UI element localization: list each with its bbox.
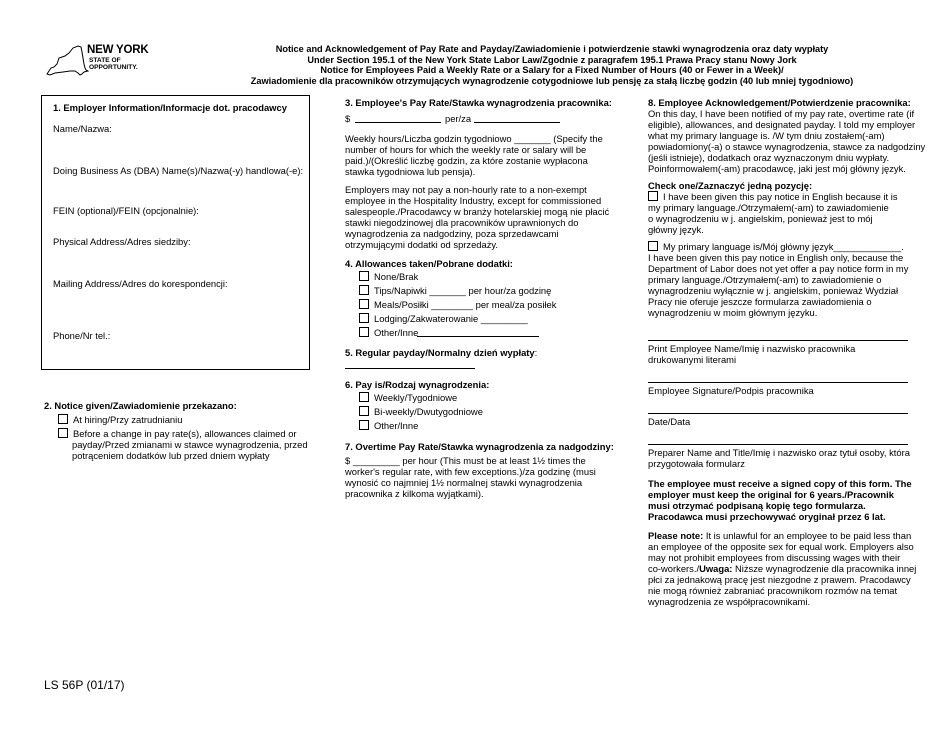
section-1-title: 1. Employer Information/Informacje dot. pracodawcy xyxy=(53,102,287,113)
header-line-2: Under Section 195.1 of the New York State Labor Law/Zgodnie z paragrafem 195.1 Prawa Pracy stanu Nowy Jork xyxy=(307,54,797,65)
weekly-hours-line-3: paid.)/(Określić liczbę godzin, za które zostanie wypłacona xyxy=(345,155,588,166)
before-change-label-1: Before a change in pay rate(s), allowances claimed or xyxy=(73,428,297,439)
pay-weekly-checkbox[interactable] xyxy=(359,392,369,402)
physical-address-label: Physical Address/Adres siedziby: xyxy=(53,236,191,247)
ack-line-4: powiadomiony(-a) o stawce wynagrodzenia, stawce za nadgodziny xyxy=(648,141,926,152)
section-6-title: 6. Pay is/Rodzaj wynagrodzenia: xyxy=(345,379,490,390)
other-language-label-1: My primary language is/Mój główny język_____________. xyxy=(663,241,904,252)
allowance-other-checkbox[interactable] xyxy=(359,327,369,337)
dba-name-label: Doing Business As (DBA) Name(s)/Nazwa(-y) handlowa(-e): xyxy=(53,165,304,176)
pay-biweekly-option[interactable] xyxy=(359,406,483,418)
header-line-3: Notice for Employees Paid a Weekly Rate or a Salary for a Fixed Number of Hours (40 or Fewer in a Week)/ xyxy=(320,65,784,76)
ack-line-6: Poinformowałem(-am) pracodawcę, jaki jest mój główny język. xyxy=(648,163,906,174)
allowance-meals-option[interactable] xyxy=(359,299,556,311)
check-one-title: Check one/Zaznaczyć jedną pozycję: xyxy=(648,180,813,191)
allowance-meals-label: Meals/Posiłki ________ per meal/za posiłek xyxy=(374,299,557,310)
overtime-line-4: pracownika z kilkoma wyjątkami). xyxy=(345,488,484,499)
form-id: LS 56P (01/17) xyxy=(44,678,125,692)
pay-rate-amount-field[interactable] xyxy=(355,122,441,123)
hospitality-note-line-6: otrzymującymi dodatki od sprzedaży. xyxy=(345,239,499,250)
signed-copy-notice-4: Pracodawca musi przechowywać oryginał przez 6 lat. xyxy=(648,511,886,522)
please-note-line-6: nie mogą również zabraniać pracownikom rozmów na temat xyxy=(648,585,898,596)
allowance-none-checkbox[interactable] xyxy=(359,271,369,281)
hospitality-note-line-3: salespeople./Pracodawcy w branży hotelarskiej mogą nie płacić xyxy=(345,206,610,217)
preparer-label-1: Preparer Name and Title/Imię i nazwisko oraz tytuł osoby, która xyxy=(648,447,910,458)
header-line-1: Notice and Acknowledgement of Pay Rate and Payday/Zawiadomienie i potwierdzenie stawki wynagrodzenia oraz daty wypłaty xyxy=(275,44,829,54)
ack-line-2: eligible), allowances, and designated payday. I told my employer xyxy=(648,119,916,130)
allowance-lodging-option[interactable] xyxy=(359,313,528,325)
other-language-label-3: Department of Labor does not yet offer a pay notice form in my xyxy=(648,263,909,274)
other-language-label-2: I have been given this pay notice in English only, because the xyxy=(648,252,904,263)
header-line-4: Zawiadomienie dla pracowników otrzymujących wynagrodzenie cotygodniowe lub pensję za stałą liczbę godzin (40 lub mniej tygodniowo) xyxy=(250,75,854,86)
english-primary-label-4: główny język. xyxy=(648,224,704,235)
please-note-line-4 xyxy=(648,563,916,575)
other-language-label-7: wynagrodzeniu w moim głównym języku. xyxy=(648,307,818,318)
employee-name-field[interactable] xyxy=(648,340,908,341)
please-note-text-1: It is unlawful for an employee to be paid less than xyxy=(703,530,912,541)
pay-weekly-label: Weekly/Tygodniowe xyxy=(374,392,458,403)
allowance-other-label: Other/Inne xyxy=(374,327,419,338)
english-primary-label-1: I have been given this pay notice in English because it is xyxy=(663,191,898,202)
employee-name-label-1: Print Employee Name/Imię i nazwisko pracownika xyxy=(648,343,856,354)
please-note-line-7: wynagrodzenia ze współpracownikami. xyxy=(648,596,811,607)
please-note-line-3: may not prohibit employees from discussing wages with their xyxy=(648,552,901,563)
please-note-line-2: an employee of the opposite sex for equal work. Employers also xyxy=(648,541,914,552)
other-language-option[interactable] xyxy=(648,241,904,253)
weekly-hours-line-1: Weekly hours/Liczba godzin tygodniowo _______ (Specify the xyxy=(345,133,603,144)
notice-at-hiring-option[interactable] xyxy=(58,414,182,426)
other-language-label-6: Pracy nie oferuje jeszcze formularza zawiadomienia o xyxy=(648,296,872,307)
hospitality-note-line-2: employee in the Hospitality Industry, except for commissioned xyxy=(345,195,602,206)
logo-subtitle-2: OPPORTUNITY. xyxy=(89,64,138,71)
ack-line-3: what my primary language is. /W tym dniu zostałem(-am) xyxy=(648,130,885,141)
employee-signature-field[interactable] xyxy=(648,382,908,383)
allowance-other-field[interactable] xyxy=(417,336,539,337)
preparer-label-2: przygotowała formularz xyxy=(648,458,745,469)
section-8-title: 8. Employee Acknowledgement/Potwierdzenie pracownika: xyxy=(648,97,911,108)
hospitality-note-line-5: wynagrodzenia za nadgodziny, poza sprzedawcami xyxy=(345,228,559,239)
mailing-address-label: Mailing Address/Adres do korespondencji: xyxy=(53,278,228,289)
ny-state-map-icon xyxy=(45,44,89,78)
uwaga-label: Uwaga: xyxy=(699,563,733,574)
english-primary-checkbox[interactable] xyxy=(648,191,658,201)
pay-rate-period-field[interactable] xyxy=(474,122,560,123)
other-language-label-4: primary language./Otrzymałem(-am) to zawiadomienie o xyxy=(648,274,882,285)
signed-copy-notice-1: The employee must receive a signed copy of this form. The xyxy=(648,478,912,489)
signed-copy-notice-3: musi otrzymać podpisaną kopię tego formularza. xyxy=(648,500,866,511)
signed-copy-notice-2: employer must keep the original for 6 years./Pracownik xyxy=(648,489,894,500)
allowance-other-option[interactable] xyxy=(359,327,418,339)
fein-label: FEIN (optional)/FEIN (opcjonalnie): xyxy=(53,205,199,216)
section-2-title: 2. Notice given/Zawiadomienie przekazano: xyxy=(44,400,237,411)
pay-biweekly-checkbox[interactable] xyxy=(359,406,369,416)
employer-information-box xyxy=(41,95,310,370)
form-header xyxy=(168,44,936,86)
logo-title: NEW YORK xyxy=(87,44,149,56)
date-field[interactable] xyxy=(648,413,908,414)
please-note-text-4a: co-workers./ xyxy=(648,563,700,574)
phone-label: Phone/Nr tel.: xyxy=(53,330,111,341)
regular-payday-field[interactable] xyxy=(345,368,475,369)
please-note-label: Please note: xyxy=(648,530,704,541)
please-note-line-5: płci za jednakową pracę jest niezgodne z prawem. Pracodawcy xyxy=(648,574,911,585)
before-change-checkbox[interactable] xyxy=(58,428,68,438)
please-note-line-1 xyxy=(648,530,911,542)
please-note-text-4b: Niższe wynagrodzenie dla pracownika innej xyxy=(732,563,917,574)
pay-biweekly-label: Bi-weekly/Dwutygodniowe xyxy=(374,406,483,417)
ack-line-5: (jeśli istnieje), dodatkach oraz wyznaczonym dniu wypłaty. xyxy=(648,152,890,163)
overtime-line-2: worker's regular rate, with few exceptions.)/za godzinę (musi xyxy=(345,466,596,477)
preparer-field[interactable] xyxy=(648,444,908,445)
pay-other-option[interactable] xyxy=(359,420,418,432)
allowance-tips-option[interactable] xyxy=(359,285,551,297)
pay-other-checkbox[interactable] xyxy=(359,420,369,430)
section-5-colon: : xyxy=(534,347,538,358)
allowance-lodging-checkbox[interactable] xyxy=(359,313,369,323)
employer-name-label: Name/Nazwa: xyxy=(53,123,112,134)
at-hiring-label: At hiring/Przy zatrudnianiu xyxy=(73,414,183,425)
date-label: Date/Data xyxy=(648,416,691,427)
hospitality-note-line-4: stawki niegodzinowej dla pracowników uprawnionych do xyxy=(345,217,579,228)
pay-rate-per-label: per/za xyxy=(445,113,472,124)
pay-weekly-option[interactable] xyxy=(359,392,457,404)
overtime-line-1: $ _________ per hour (This must be at least 1½ times the xyxy=(345,455,586,466)
employee-name-label-2: drukowanymi literami xyxy=(648,354,737,365)
ack-line-1: On this day, I have been notified of my pay rate, overtime rate (if xyxy=(648,108,915,119)
pay-other-label: Other/Inne xyxy=(374,420,419,431)
section-3-title: 3. Employee's Pay Rate/Stawka wynagrodzenia pracownika: xyxy=(345,97,612,108)
before-change-label-3: potrąceniem dodatków lub przed dniem wypłaty xyxy=(72,450,270,461)
english-primary-label-3: o wynagrodzeniu w j. angielskim, ponieważ jest to mój xyxy=(648,213,873,224)
allowance-tips-label: Tips/Napiwki _______ per hour/za godzinę xyxy=(374,285,552,296)
section-4-title: 4. Allowances taken/Pobrane dodatki: xyxy=(345,258,513,269)
before-change-label-2: payday/Przed zmianami w stawce wynagrodzenia, przed xyxy=(72,439,308,450)
allowance-none-label: None/Brak xyxy=(374,271,419,282)
overtime-line-3: wynosić co najmniej 1½ normalnej stawki wynagrodzenia xyxy=(345,477,583,488)
allowance-tips-checkbox[interactable] xyxy=(359,285,369,295)
ny-state-logo xyxy=(45,44,150,78)
pay-rate-dollar: $ xyxy=(345,113,351,124)
other-language-checkbox[interactable] xyxy=(648,241,658,251)
weekly-hours-line-2: number of hours for which the weekly rate or salary will be xyxy=(345,144,587,155)
at-hiring-checkbox[interactable] xyxy=(58,414,68,424)
other-language-label-5: wynagrodzeniu wyłącznie w j. angielskim, ponieważ Wydział xyxy=(648,285,899,296)
logo-subtitle-1: STATE OF xyxy=(89,57,121,64)
allowance-lodging-label: Lodging/Zakwaterowanie _________ xyxy=(374,313,528,324)
section-5-title xyxy=(345,347,537,359)
hospitality-note-line-1: Employers may not pay a non-hourly rate to a non-exempt xyxy=(345,184,587,195)
weekly-hours-line-4: stawka tygodniowa lub pensja). xyxy=(345,166,476,177)
allowance-meals-checkbox[interactable] xyxy=(359,299,369,309)
notice-before-change-option[interactable] xyxy=(58,428,297,440)
employee-signature-label: Employee Signature/Podpis pracownika xyxy=(648,385,814,396)
section-5-title-text: 5. Regular payday/Normalny dzień wypłaty xyxy=(345,347,535,358)
allowance-none-option[interactable] xyxy=(359,271,418,283)
section-7-title: 7. Overtime Pay Rate/Stawka wynagrodzenia za nadgodziny: xyxy=(345,441,614,452)
english-primary-option[interactable] xyxy=(648,191,898,203)
english-primary-label-2: my primary language./Otrzymałem(-am) to zawiadomienie xyxy=(648,202,889,213)
